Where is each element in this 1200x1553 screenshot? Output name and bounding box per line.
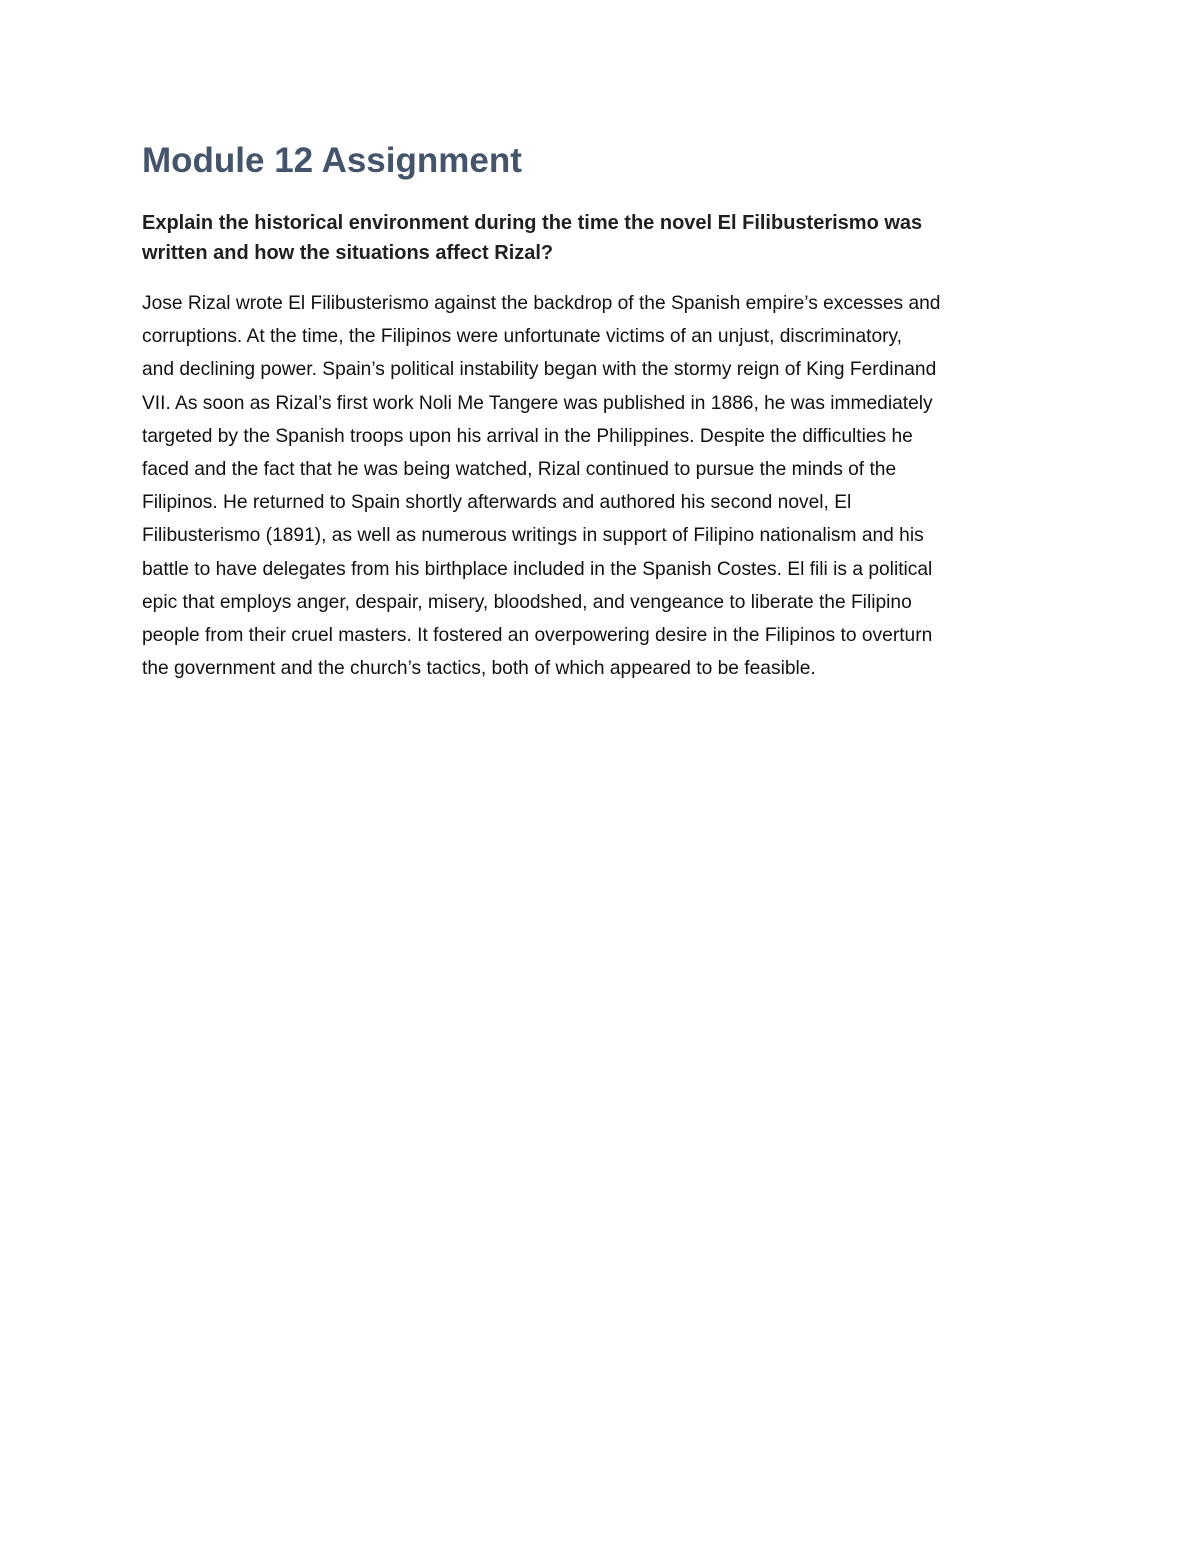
answer-line: targeted by the Spanish troops upon his arrival in the Philippines. Despite the difficulties he: [142, 425, 913, 447]
page-title: Module 12 Assignment: [142, 141, 522, 180]
answer-line: the government and the church’s tactics, both of which appeared to be feasible.: [142, 658, 816, 680]
answer-line: Jose Rizal wrote El Filibusterismo against the backdrop of the Spanish empire’s excesses and: [142, 293, 941, 314]
answer-paragraph: [142, 287, 1062, 685]
question-line: Explain the historical environment during the time the novel El Filibusterismo was: [142, 212, 923, 234]
answer-line: battle to have delegates from his birthplace included in the Spanish Costes. El fili is a political: [142, 558, 933, 580]
answer-line: VII. As soon as Rizal’s first work Noli Me Tangere was published in 1886, he was immediately: [142, 392, 933, 414]
question-line: written and how the situations affect Rizal?: [142, 242, 554, 264]
assignment-question: [142, 208, 1062, 268]
answer-line: corruptions. At the time, the Filipinos were unfortunate victims of an unjust, discriminatory,: [142, 326, 903, 348]
answer-line: faced and the fact that he was being watched, Rizal continued to pursue the minds of the: [142, 459, 897, 481]
answer-line: Filibusterismo (1891), as well as numerous writings in support of Filipino nationalism and his: [142, 525, 924, 547]
answer-line: and declining power. Spain’s political instability began with the stormy reign of King Ferdinand: [142, 359, 937, 381]
answer-line: epic that employs anger, despair, misery, bloodshed, and vengeance to liberate the Filipino: [142, 591, 912, 613]
answer-line: Filipinos. He returned to Spain shortly afterwards and authored his second novel, El: [142, 492, 852, 514]
answer-line: people from their cruel masters. It fostered an overpowering desire in the Filipinos to overturn: [142, 625, 933, 647]
